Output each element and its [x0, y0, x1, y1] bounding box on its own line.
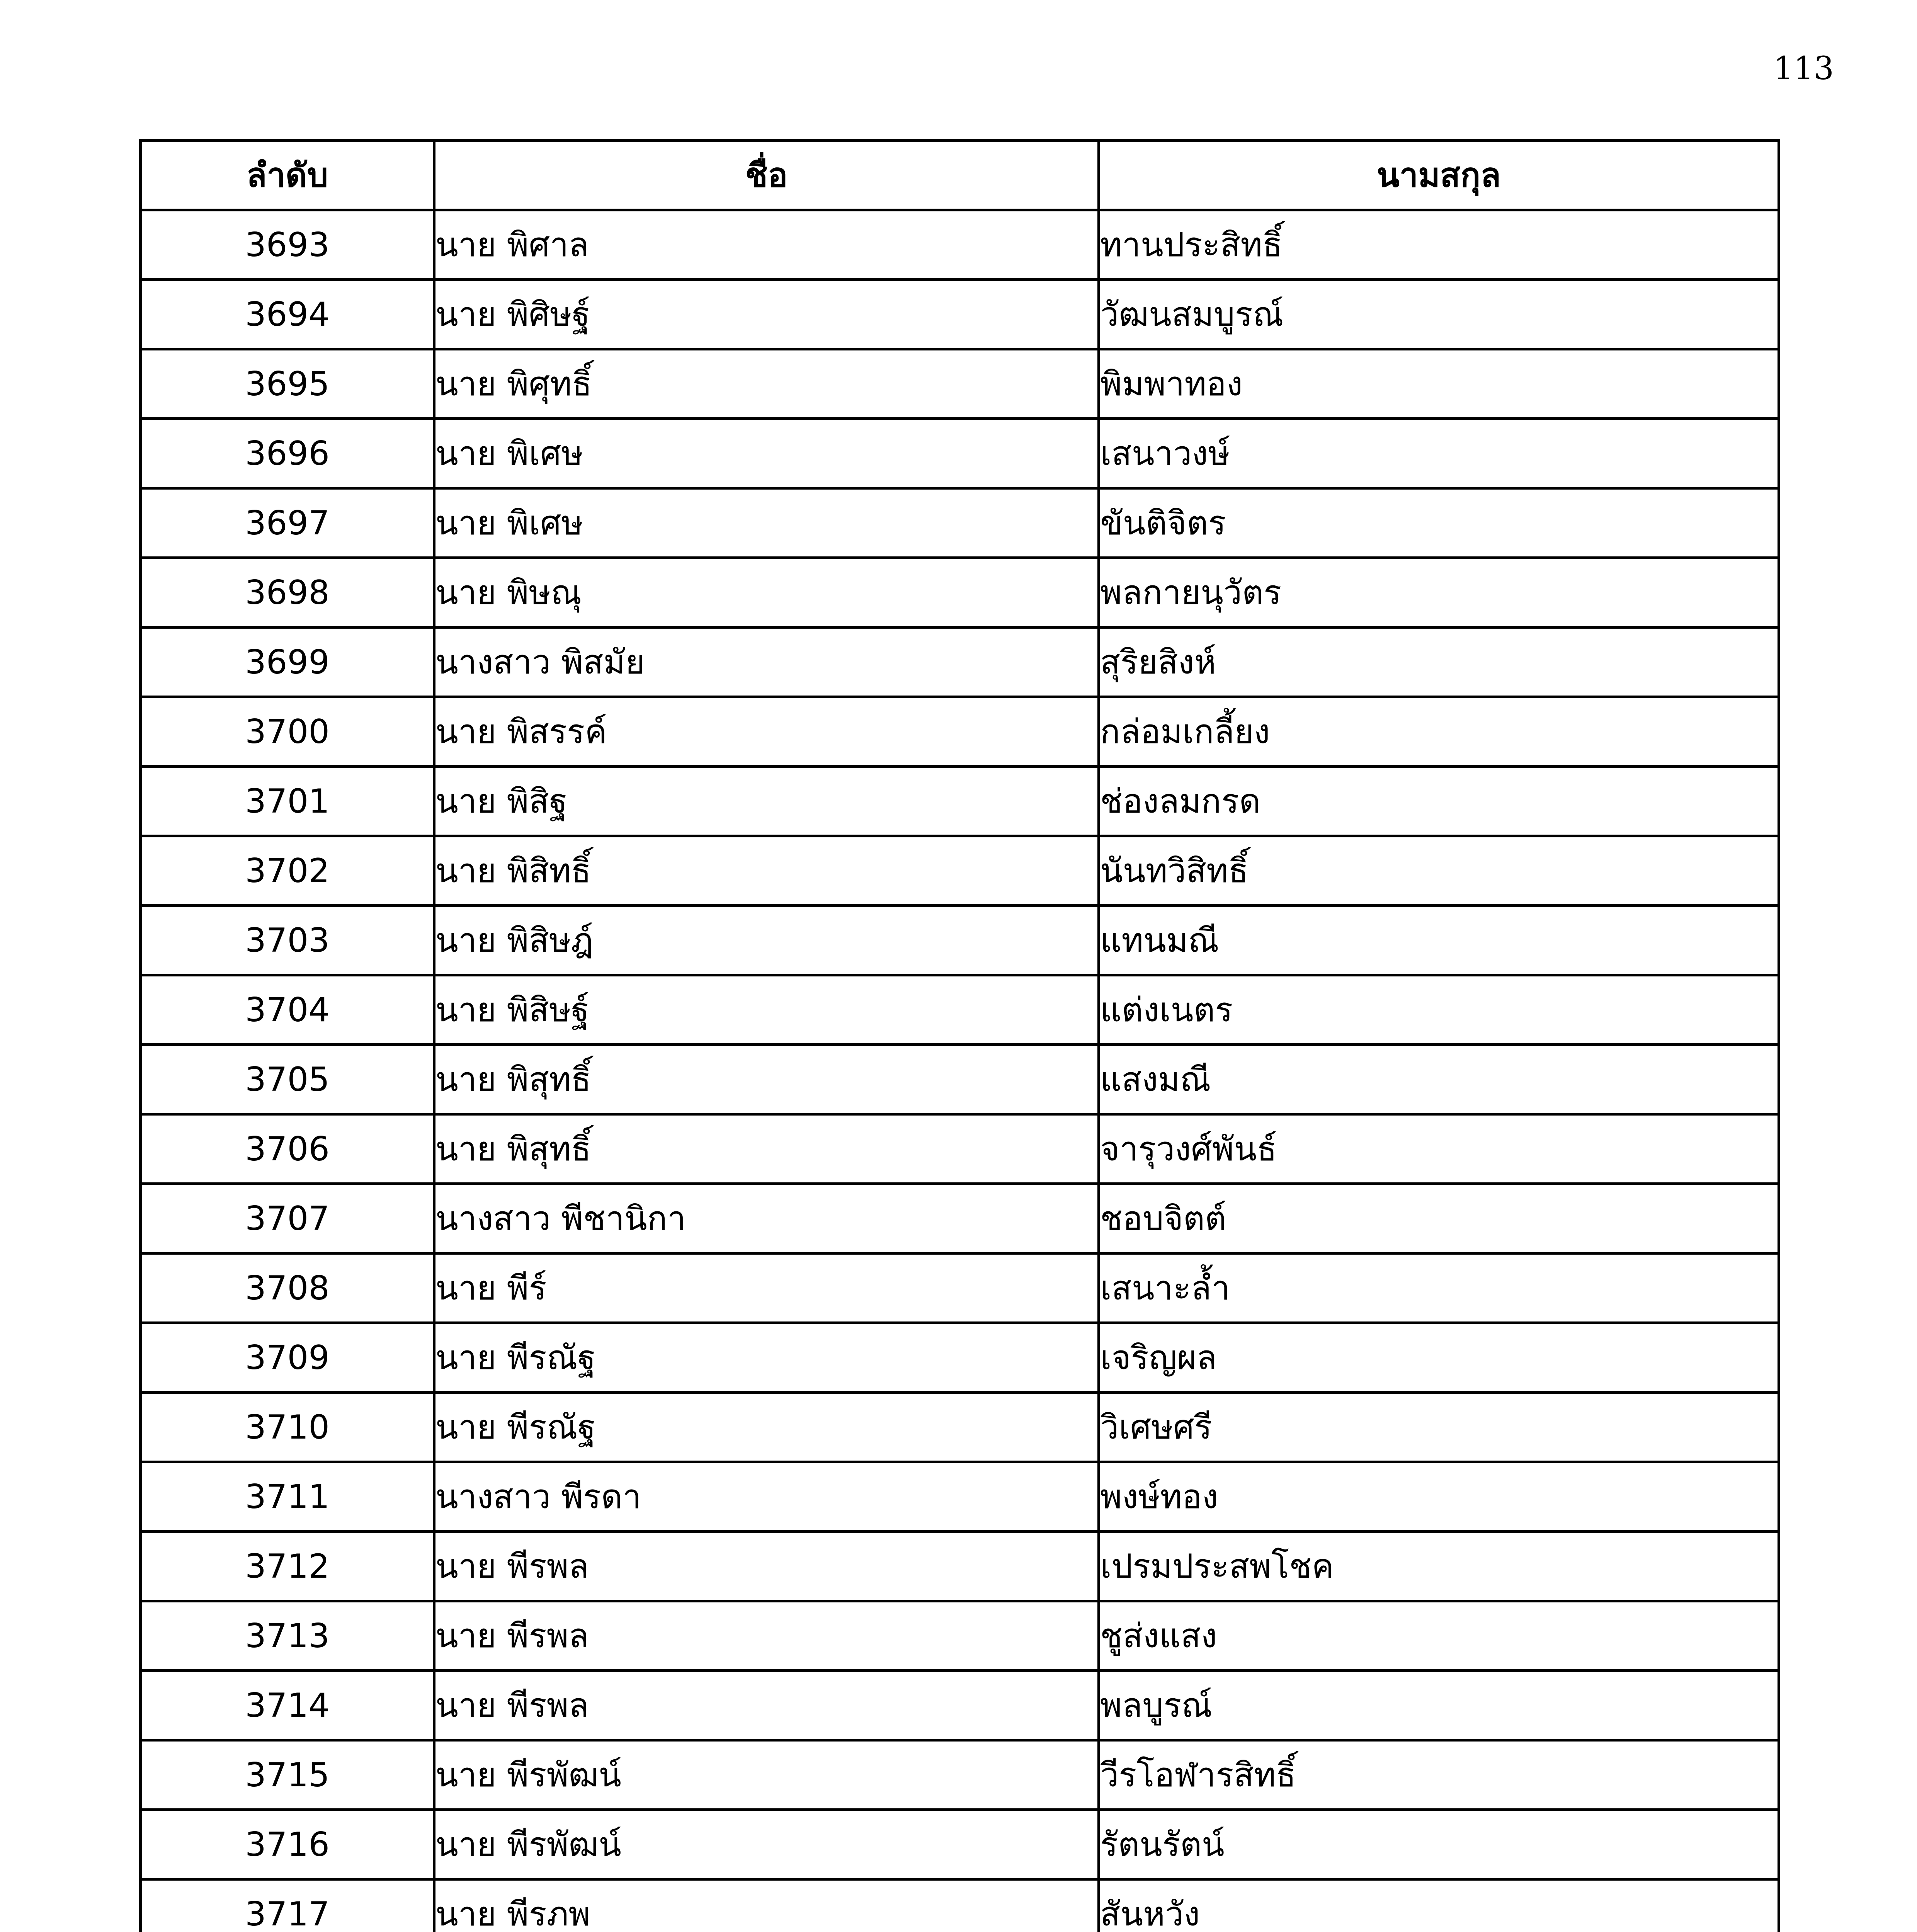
header-last-name: นามสกุล — [1099, 141, 1779, 210]
row-last-name: เสนาวงษ์ — [1099, 419, 1779, 488]
header-number: ลำดับ — [141, 141, 434, 210]
row-last-name: วิเศษศรี — [1099, 1393, 1779, 1462]
table-row — [141, 697, 1779, 767]
row-number: 3714 — [141, 1671, 434, 1740]
table-row — [141, 1671, 1779, 1740]
row-last-name: ขันติจิตร — [1099, 488, 1779, 558]
row-first-name: นาย พิสิษฎ์ — [434, 906, 1099, 975]
row-number: 3710 — [141, 1393, 434, 1462]
row-number: 3702 — [141, 836, 434, 906]
row-number: 3697 — [141, 488, 434, 558]
row-first-name: นาย พิเศษ — [434, 419, 1099, 488]
row-last-name: แสงมณี — [1099, 1045, 1779, 1114]
row-first-name: นางสาว พีรดา — [434, 1462, 1099, 1532]
row-first-name: นาย พิศาล — [434, 210, 1099, 280]
row-first-name: นาย พิศุทธิ์ — [434, 349, 1099, 419]
row-number: 3694 — [141, 280, 434, 349]
table-row — [141, 1532, 1779, 1601]
row-last-name: นันทวิสิทธิ์ — [1099, 836, 1779, 906]
row-last-name: เจริญผล — [1099, 1323, 1779, 1393]
table-row — [141, 1462, 1779, 1532]
row-number: 3703 — [141, 906, 434, 975]
row-first-name: นางสาว พิสมัย — [434, 628, 1099, 697]
row-last-name: จารุวงศ์พันธ์ — [1099, 1114, 1779, 1184]
row-first-name: นางสาว พีชานิกา — [434, 1184, 1099, 1253]
table-row — [141, 558, 1779, 628]
row-number: 3716 — [141, 1810, 434, 1879]
row-first-name: นาย พีรณัฐ — [434, 1323, 1099, 1393]
row-last-name: กล่อมเกลี้ยง — [1099, 697, 1779, 767]
row-first-name: นาย พิสิทธิ์ — [434, 836, 1099, 906]
row-number: 3700 — [141, 697, 434, 767]
row-last-name: วีรโอฬารสิทธิ์ — [1099, 1740, 1779, 1810]
row-first-name: นาย พีรพล — [434, 1532, 1099, 1601]
row-first-name: นาย พิสรรค์ — [434, 697, 1099, 767]
row-first-name: นาย พีร์ — [434, 1253, 1099, 1323]
table-row — [141, 349, 1779, 419]
row-first-name: นาย พิศิษฐ์ — [434, 280, 1099, 349]
row-number: 3705 — [141, 1045, 434, 1114]
row-number: 3698 — [141, 558, 434, 628]
table-row — [141, 1253, 1779, 1323]
row-number: 3693 — [141, 210, 434, 280]
row-number: 3699 — [141, 628, 434, 697]
row-first-name: นาย พีรภพ — [434, 1879, 1099, 1932]
row-number: 3696 — [141, 419, 434, 488]
row-last-name: ชอบจิตต์ — [1099, 1184, 1779, 1253]
header-first-name: ชื่อ — [434, 141, 1099, 210]
row-number: 3711 — [141, 1462, 434, 1532]
row-last-name: เสนาะล้ำ — [1099, 1253, 1779, 1323]
table-row — [141, 1114, 1779, 1184]
table-row — [141, 1740, 1779, 1810]
row-first-name: นาย พิสุทธิ์ — [434, 1114, 1099, 1184]
row-number: 3713 — [141, 1601, 434, 1671]
row-first-name: นาย พิเศษ — [434, 488, 1099, 558]
table-row — [141, 1323, 1779, 1393]
row-last-name: แทนมณี — [1099, 906, 1779, 975]
row-first-name: นาย พีรณัฐ — [434, 1393, 1099, 1462]
row-last-name: พิมพาทอง — [1099, 349, 1779, 419]
table-row — [141, 419, 1779, 488]
row-first-name: นาย พิสุทธิ์ — [434, 1045, 1099, 1114]
table-row — [141, 1601, 1779, 1671]
row-number: 3717 — [141, 1879, 434, 1932]
row-number: 3706 — [141, 1114, 434, 1184]
row-first-name: นาย พิษณุ — [434, 558, 1099, 628]
table-row — [141, 975, 1779, 1045]
table-row — [141, 836, 1779, 906]
table-row — [141, 1184, 1779, 1253]
row-number: 3707 — [141, 1184, 434, 1253]
row-number: 3708 — [141, 1253, 434, 1323]
row-number: 3704 — [141, 975, 434, 1045]
row-first-name: นาย พีรพล — [434, 1601, 1099, 1671]
row-first-name: นาย พิสิฐ — [434, 767, 1099, 836]
table-row — [141, 767, 1779, 836]
table-row — [141, 906, 1779, 975]
row-last-name: พงษ์ทอง — [1099, 1462, 1779, 1532]
row-last-name: พลกายนุวัตร — [1099, 558, 1779, 628]
row-number: 3695 — [141, 349, 434, 419]
table-row — [141, 1045, 1779, 1114]
table-row — [141, 280, 1779, 349]
row-last-name: แต่งเนตร — [1099, 975, 1779, 1045]
row-number: 3701 — [141, 767, 434, 836]
row-number: 3715 — [141, 1740, 434, 1810]
table-row — [141, 210, 1779, 280]
row-last-name: วัฒนสมบูรณ์ — [1099, 280, 1779, 349]
table-body — [141, 210, 1779, 1932]
page-number: 113 — [1773, 50, 1834, 87]
row-first-name: นาย พิสิษฐ์ — [434, 975, 1099, 1045]
row-number: 3709 — [141, 1323, 434, 1393]
row-last-name: รัตนรัตน์ — [1099, 1810, 1779, 1879]
row-last-name: สันหวัง — [1099, 1879, 1779, 1932]
table-header-row — [141, 141, 1779, 210]
row-last-name: ช่องลมกรด — [1099, 767, 1779, 836]
row-last-name: สุริยสิงห์ — [1099, 628, 1779, 697]
table-row — [141, 1393, 1779, 1462]
table-row — [141, 1879, 1779, 1932]
row-last-name: พลบูรณ์ — [1099, 1671, 1779, 1740]
row-last-name: ชูส่งแสง — [1099, 1601, 1779, 1671]
row-first-name: นาย พีรพัฒน์ — [434, 1740, 1099, 1810]
row-last-name: ทานประสิทธิ์ — [1099, 210, 1779, 280]
row-last-name: เปรมประสพโชค — [1099, 1532, 1779, 1601]
name-roster-table — [139, 139, 1780, 1932]
table-row — [141, 628, 1779, 697]
row-first-name: นาย พีรพล — [434, 1671, 1099, 1740]
row-number: 3712 — [141, 1532, 434, 1601]
table-row — [141, 488, 1779, 558]
row-first-name: นาย พีรพัฒน์ — [434, 1810, 1099, 1879]
table-row — [141, 1810, 1779, 1879]
